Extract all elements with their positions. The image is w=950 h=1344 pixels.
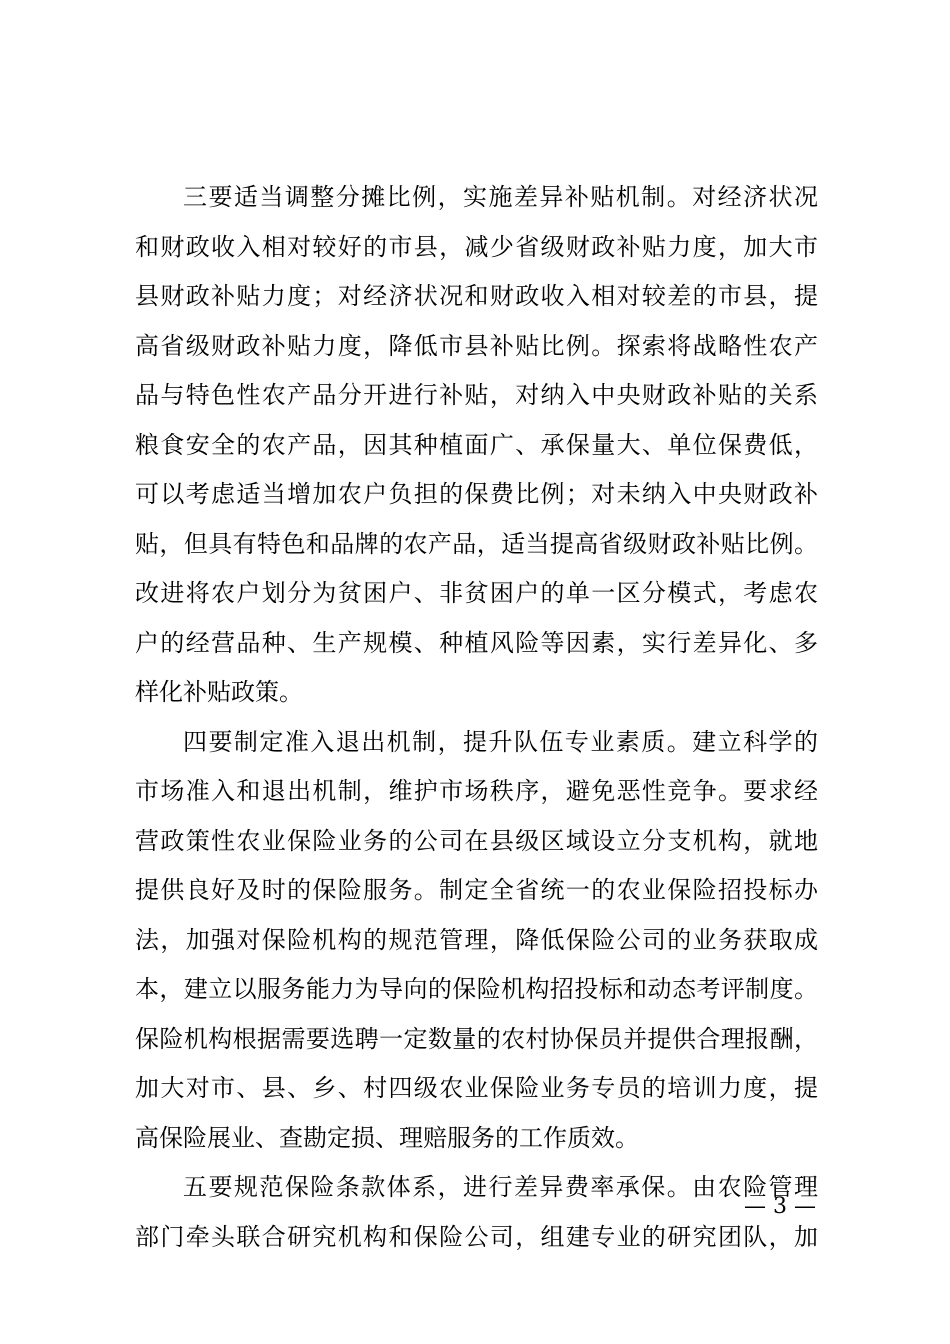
paragraph-1-line-8: 贴，但具有特色和品牌的农产品，适当提高省级财政补贴比例。 xyxy=(135,529,818,558)
paragraph-2 xyxy=(135,718,818,1164)
paragraph-2-line-2: 市场准入和退出机制，维护市场秩序，避免恶性竞争。要求经 xyxy=(135,777,818,805)
paragraph-3-line-2: 部门牵头联合研究机构和保险公司，组建专业的研究团队，加 xyxy=(135,1222,818,1251)
paragraph-1-line-7: 可以考虑适当增加农户负担的保费比例；对未纳入中央财政补 xyxy=(135,480,818,508)
paragraph-3 xyxy=(135,1163,818,1262)
paragraph-2-line-4: 提供良好及时的保险服务。制定全省统一的农业保险招投标办 xyxy=(135,876,818,904)
paragraph-2-line-8: 加大对市、县、乡、村四级农业保险业务专员的培训力度，提 xyxy=(135,1074,818,1102)
paragraph-2-line-1: 四要制定准入退出机制，提升队伍专业素质。建立科学的 xyxy=(183,727,818,756)
paragraph-1 xyxy=(135,173,818,718)
paragraph-2-line-7: 保险机构根据需要选聘一定数量的农村协保员并提供合理报酬， xyxy=(135,1024,818,1053)
paragraph-1-line-2: 和财政收入相对较好的市县，减少省级财政补贴力度，加大市 xyxy=(135,232,818,261)
paragraph-2-line-5: 法，加强对保险机构的规范管理，降低保险公司的业务获取成 xyxy=(135,925,818,954)
paragraph-1-line-5: 品与特色性农产品分开进行补贴，对纳入中央财政补贴的关系 xyxy=(135,381,818,409)
document-body xyxy=(135,173,818,1262)
paragraph-1-line-3: 县财政补贴力度；对经济状况和财政收入相对较差的市县，提 xyxy=(135,282,818,310)
page-number: — 3 — xyxy=(744,1194,816,1219)
paragraph-1-line-11: 样化补贴政策。 xyxy=(135,678,303,706)
paragraph-3-line-1: 五要规范保险条款体系，进行差异费率承保。由农险管理 xyxy=(183,1173,818,1201)
paragraph-2-line-6: 本，建立以服务能力为导向的保险机构招投标和动态考评制度。 xyxy=(135,975,818,1003)
paragraph-2-line-3: 营政策性农业保险业务的公司在县级区域设立分支机构，就地 xyxy=(135,826,818,855)
paragraph-1-line-4: 高省级财政补贴力度，降低市县补贴比例。探索将战略性农产 xyxy=(135,331,818,360)
paragraph-1-line-10: 户的经营品种、生产规模、种植风险等因素，实行差异化、多 xyxy=(135,628,818,657)
paragraph-1-line-9: 改进将农户划分为贫困户、非贫困户的单一区分模式，考虑农 xyxy=(135,579,818,607)
paragraph-2-line-9: 高保险展业、查勘定损、理赔服务的工作质效。 xyxy=(135,1123,639,1152)
paragraph-1-line-6: 粮食安全的农产品，因其种植面广、承保量大、单位保费低， xyxy=(135,430,818,459)
paragraph-1-line-1: 三要适当调整分摊比例，实施差异补贴机制。对经济状况 xyxy=(183,183,818,211)
